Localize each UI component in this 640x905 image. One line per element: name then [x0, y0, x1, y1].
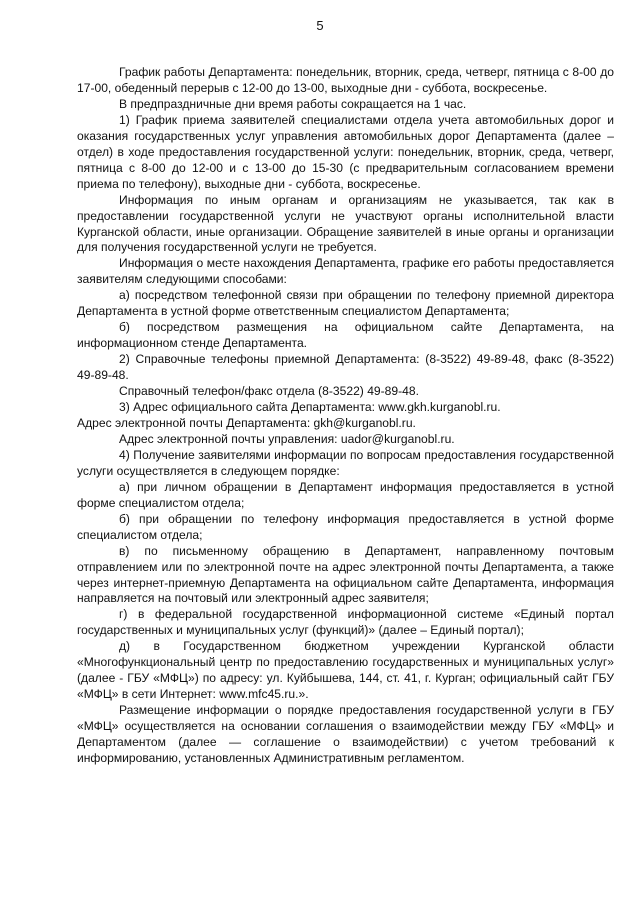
paragraph-phone-request: б) при обращении по телефону информация предоставляется в устной форме специалистом отдела;: [77, 511, 614, 542]
paragraph-item-b-website: б) посредством размещения на официальном сайте Департамента, на информационном стенде Департамента.: [77, 320, 614, 351]
paragraph-reference-phones: 2) Справочные телефоны приемной Департамента: (8-3522) 49-89-48, факс (8-3522) 49-89-48.: [77, 352, 614, 383]
paragraph-website-address: 3) Адрес официального сайта Департамента: www.gkh.kurganobl.ru.: [119, 400, 501, 415]
paragraph-interaction-agreement: Размещение информации о порядке предоставления государственной услуги в ГБУ «МФЦ» осуществляется на основании соглашения о взаимодействии между ГБУ «МФЦ» и Департаментом (далее — соглашение о взаимодействии) с учетом требований к информированию, установленных Административным регламентом.: [77, 703, 614, 765]
paragraph-written-request: в) по письменному обращению в Департамент, направленному почтовым отправлением или по электронной почте на адрес электронной почты Департамента, а также через интернет-приемную Департамента на официальном сайте Департамента, информация направляется на почтовый или электронный адрес заявителя;: [77, 543, 614, 606]
paragraph-personal-visit: а) при личном обращении в Департамент информация предоставляется в устной форме специалистом отдела;: [77, 479, 614, 510]
paragraph-item-a-phone: а) посредством телефонной связи при обращении по телефону приемной директора Департамента в устной форме ответственным специалистом Департамента;: [77, 288, 614, 319]
page-number: 5: [316, 18, 324, 33]
paragraph-mfc: д) в Государственном бюджетном учреждении Курганской области «Многофункциональный центр по предоставлению государственных и муниципальных услуг» (далее - ГБУ «МФЦ») по адресу: ул. Куйбышева, 144, ст. 41, г. Курган; официальный сайт ГБУ «МФЦ» в сети Интернет: www.mfc45.ru.».: [77, 639, 614, 702]
paragraph-other-bodies: Информация по иным органам и организациям не указывается, так как в предоставлении государственной услуги не участвуют органы исполнительной власти Курганской области, иные организации. Обращение заявителей в иные органы и организации для получения государственной услуги не требуется.: [77, 192, 614, 255]
paragraph-information-procedure: 4) Получение заявителями информации по вопросам предоставления государственной услуги осуществляется в следующем порядке:: [77, 447, 614, 478]
paragraph-pre-holiday-hours: В предпраздничные дни время работы сокращается на 1 час.: [119, 96, 467, 111]
paragraph-location-info: Информация о месте нахождения Департамента, графике его работы предоставляется заявителям следующими способами:: [77, 256, 614, 287]
document-body: [77, 65, 614, 767]
paragraph-department-fax: Справочный телефон/факс отдела (8-3522) 49-89-48.: [119, 384, 419, 399]
paragraph-reception-schedule: 1) График приема заявителей специалистами отдела учета автомобильных дорог и оказания государственных услуг управления автомобильных дорог Департамента (далее – отдел) в ходе предоставления государственной услуги: понедельник, вторник, среда, четверг, пятница с 8-00 до 12-00 и с 13-00 до 15-30 (с предварительным согласованием времени приема по телефону), выходные дни - суббота, воскресенье.: [77, 112, 614, 191]
paragraph-department-email: Адрес электронной почты Департамента: gkh@kurganobl.ru.: [77, 415, 416, 430]
paragraph-unified-portal: г) в федеральной государственной информационной системе «Единый портал государственных и муниципальных услуг (функций)» (далее – Единый портал);: [77, 607, 614, 638]
paragraph-administration-email: Адрес электронной почты управления: uador@kurganobl.ru.: [119, 431, 455, 446]
paragraph-department-schedule: График работы Департамента: понедельник, вторник, среда, четверг, пятница с 8-00 до 17-00, обеденный перерыв с 12-00 до 13-00, выходные дни - суббота, воскресенье.: [77, 65, 614, 95]
